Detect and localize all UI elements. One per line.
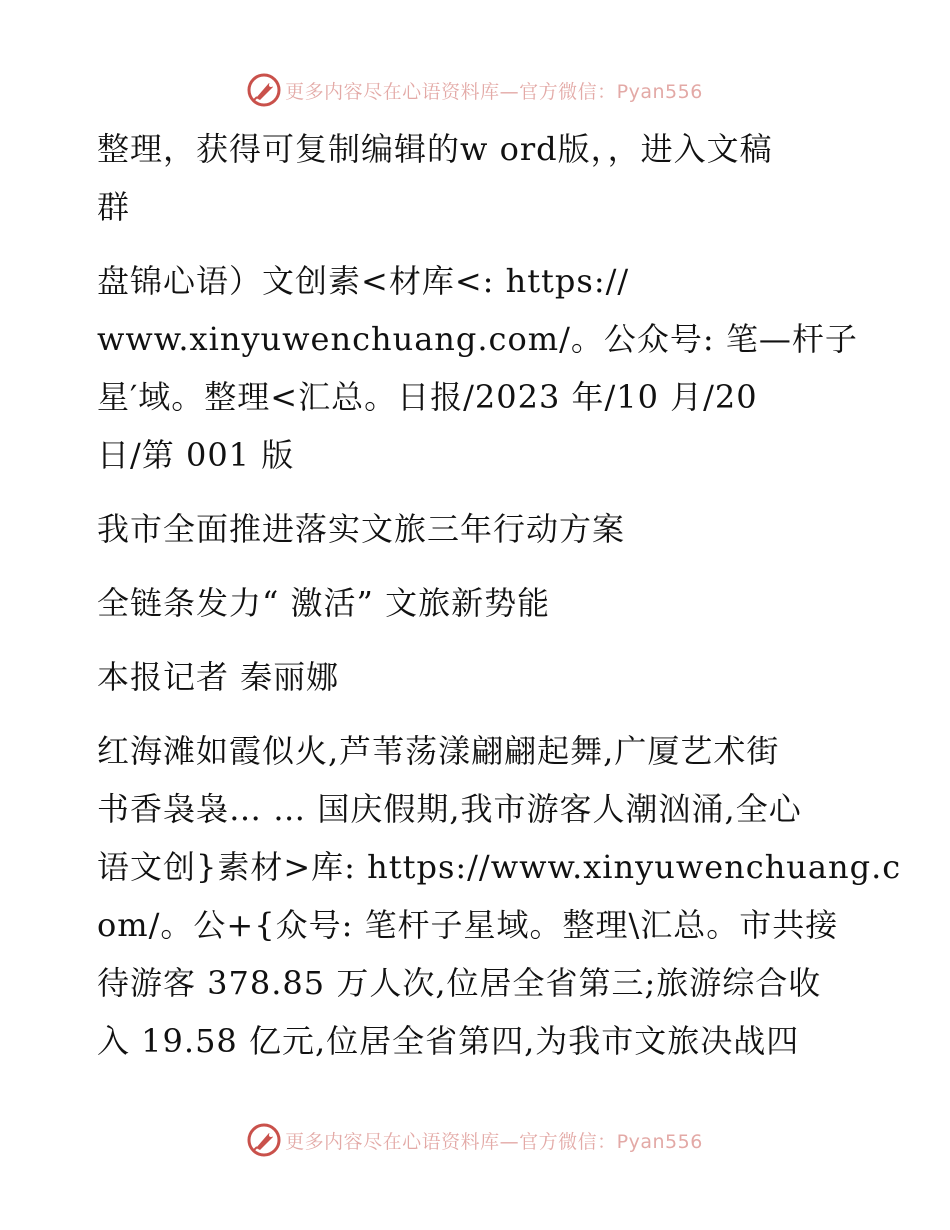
text-line: www.xinyuwenchuang.com/。公众号: 笔—杆子 bbox=[97, 320, 858, 358]
footer-banner bbox=[0, 1120, 950, 1160]
text-line: 我市全面推进落实文旅三年行动方案 bbox=[97, 510, 626, 548]
fountain-pen-logo-icon bbox=[247, 73, 281, 107]
text-line: om/。公+{众号: 笔杆子星域。整理\汇总。市共接 bbox=[97, 906, 839, 944]
document-body bbox=[97, 120, 902, 1086]
text-line: 红海滩如霞似火,芦苇荡漾翩翩起舞,广厦艺术街 bbox=[97, 732, 780, 770]
article-byline bbox=[97, 648, 857, 706]
header-banner-text: 更多内容尽在心语资料库—官方微信：Pyan556 bbox=[285, 80, 703, 103]
text-line: 日/第 001 版 bbox=[97, 436, 295, 474]
article-subheadline bbox=[97, 574, 857, 632]
paragraph-intro bbox=[97, 120, 857, 236]
footer-banner-text: 更多内容尽在心语资料库—官方微信：Pyan556 bbox=[285, 1130, 703, 1153]
text-line: 本报记者 秦丽娜 bbox=[97, 658, 340, 696]
text-line: 全链条发力“ 激活” 文旅新势能 bbox=[97, 584, 551, 622]
text-line: 入 19.58 亿元,位居全省第四,为我市文旅决战四 bbox=[97, 1022, 800, 1060]
paragraph-source bbox=[97, 252, 857, 484]
text-line: 星′域。整理<汇总。日报/2023 年/10 月/20 bbox=[97, 378, 758, 416]
text-line: 整理，获得可复制编辑的w ord版，，进入文稿 bbox=[97, 130, 773, 168]
article-headline bbox=[97, 500, 857, 558]
article-body-paragraph bbox=[97, 722, 902, 1070]
fountain-pen-logo-icon bbox=[247, 1123, 281, 1157]
text-line: 盘锦心语）文创素<材库<: https:// bbox=[97, 262, 630, 300]
header-banner bbox=[0, 70, 950, 110]
text-line: 书香袅袅… … 国庆假期,我市游客人潮汹涌,全心 bbox=[97, 790, 802, 828]
text-line: 待游客 378.85 万人次,位居全省第三;旅游综合收 bbox=[97, 964, 822, 1002]
text-line: 语文创}素材>库: https://www.xinyuwenchuang.c bbox=[97, 848, 902, 886]
text-line: 群 bbox=[97, 188, 131, 226]
